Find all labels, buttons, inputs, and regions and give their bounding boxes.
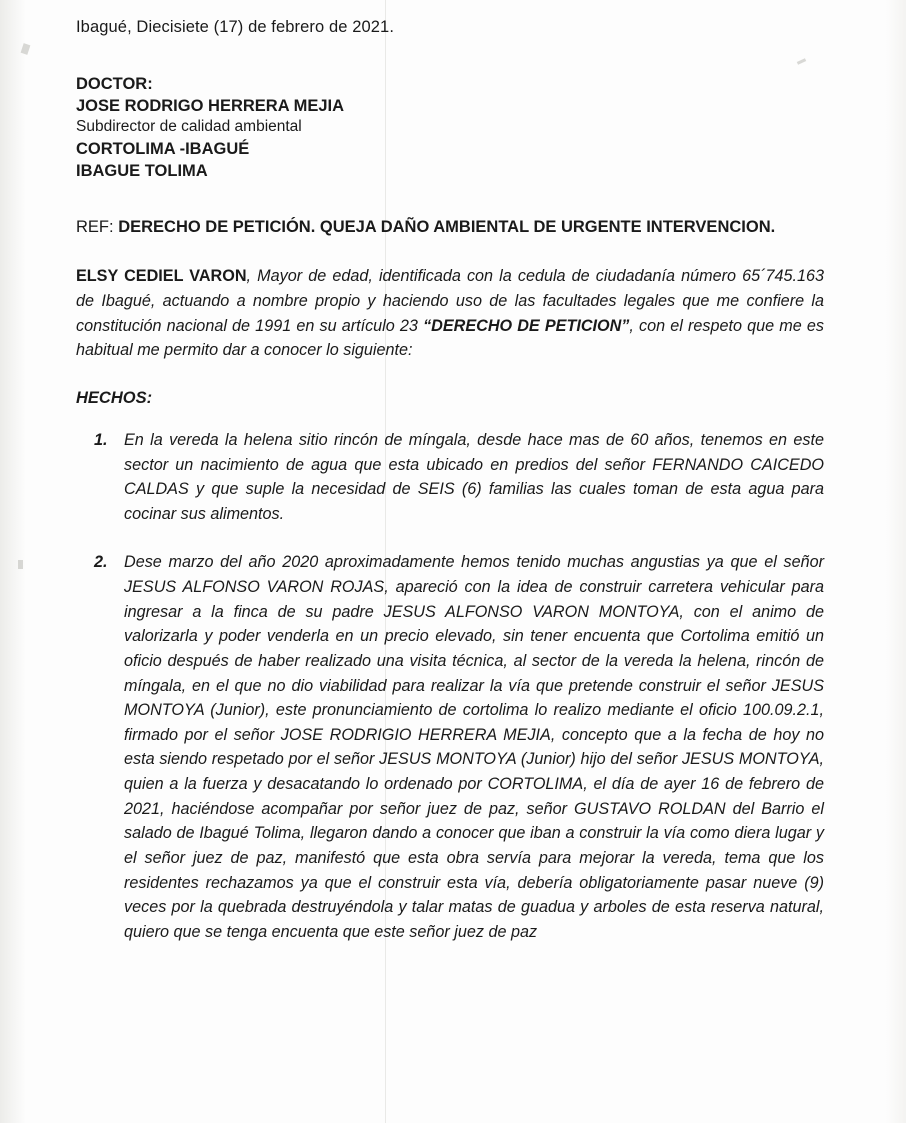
date-line: Ibagué, Diecisiete (17) de febrero de 2021. <box>76 18 395 36</box>
reference-label: REF: <box>76 218 114 237</box>
addressee-entity: CORTOLIMA -IBAGUÉ <box>76 139 250 158</box>
fact-text: En la vereda la helena sitio rincón de míngala, desde hace mas de 60 años, tenemos en este sector un nacimiento de agua que esta ubicado en predios del señor FERNANDO CAICEDO CALDAS y que suple la necesidad de SEIS (6) familias las cuales toman de esta agua para cocinar sus alimentos. <box>124 430 824 523</box>
scan-speck <box>21 43 31 55</box>
intro-part-2: , actuando a nombre propio y haciendo uso de las facultades legales que me confiere la constitución nacional de 1991 en su artículo 23 <box>76 292 825 335</box>
addressee-name: JOSE RODRIGO HERRERA MEJIA <box>76 97 345 116</box>
list-item <box>124 428 824 527</box>
reference-text: DERECHO DE PETICIÓN. QUEJA DAÑO AMBIENTAL DE URGENTE INTERVENCION. <box>118 218 776 237</box>
addressee-role: Subdirector de calidad ambiental <box>76 118 302 136</box>
addressee-block <box>76 73 824 182</box>
reference-line <box>76 216 824 238</box>
document-body <box>76 18 824 968</box>
intro-quoted-right: “DERECHO DE PETICION” <box>423 316 630 335</box>
intro-part-1: , Mayor de edad, identificada con la cedula de ciudadanía número 65´745.163 de Ibagué <box>76 267 824 311</box>
list-item <box>124 550 824 944</box>
intro-paragraph <box>76 264 824 363</box>
fact-text: Dese marzo del año 2020 aproximadamente hemos tenido muchas angustias ya que el señor JESUS ALFONSO VARON ROJAS, apareció con la idea de construir carretera vehicular para ingresar a la finca de su padre JESUS ALFONSO VARON MONTOYA, con el animo de valorizarla y poder venderla en un precio elevado, sin tener encuenta que Cortolima emitió un oficio después de haber realizado una visita técnica, al sector de la vereda la helena, rincón de míngala, en el que no dio viabilidad para realizar la vía que pretende construir el señor JESUS MONTOYA (Junior), este pronunciamiento de cortolima lo realizo mediante el oficio 100.09.2.1, firmado por el señor JOSE RODRIGIO HERRERA MEJIA, concepto que a la fecha de hoy no esta siendo respetado por el señor JESUS MONTOYA (Junior) hijo del señor JESUS MONTOYA, quien a la fuerza y desacatando lo ordenado por CORTOLIMA, el día de ayer 16 de febrero de 2021, haciéndose acompañar por señor juez de paz, señor GUSTAVO ROLDAN del Barrio el salado de Ibagué Tolima, llegaron dando a conocer que iban a construir la vía como diera lugar y el señor juez de paz, manifestó que esta obra servía para mejorar la vereda, tema que los residentes rechazamos ya que el construir esta vía, debería obligatoriamente pasar nueve (9) veces por la quebrada destruyéndola y talar matas de guadua y arboles de esta reserva natural, quiero que se tenga encuenta que este señor juez de paz <box>124 553 824 941</box>
petitioner-name: ELSY CEDIEL VARON <box>76 267 247 286</box>
addressee-city: IBAGUE TOLIMA <box>76 162 208 181</box>
facts-heading: HECHOS: <box>76 388 153 407</box>
addressee-salutation: DOCTOR: <box>76 75 153 93</box>
scan-edge-right <box>886 0 906 1123</box>
scan-speck <box>18 560 23 569</box>
facts-list <box>76 428 824 945</box>
intro-part-3: , con el respeto que me es habitual me permito dar a conocer lo siguiente: <box>76 316 824 360</box>
